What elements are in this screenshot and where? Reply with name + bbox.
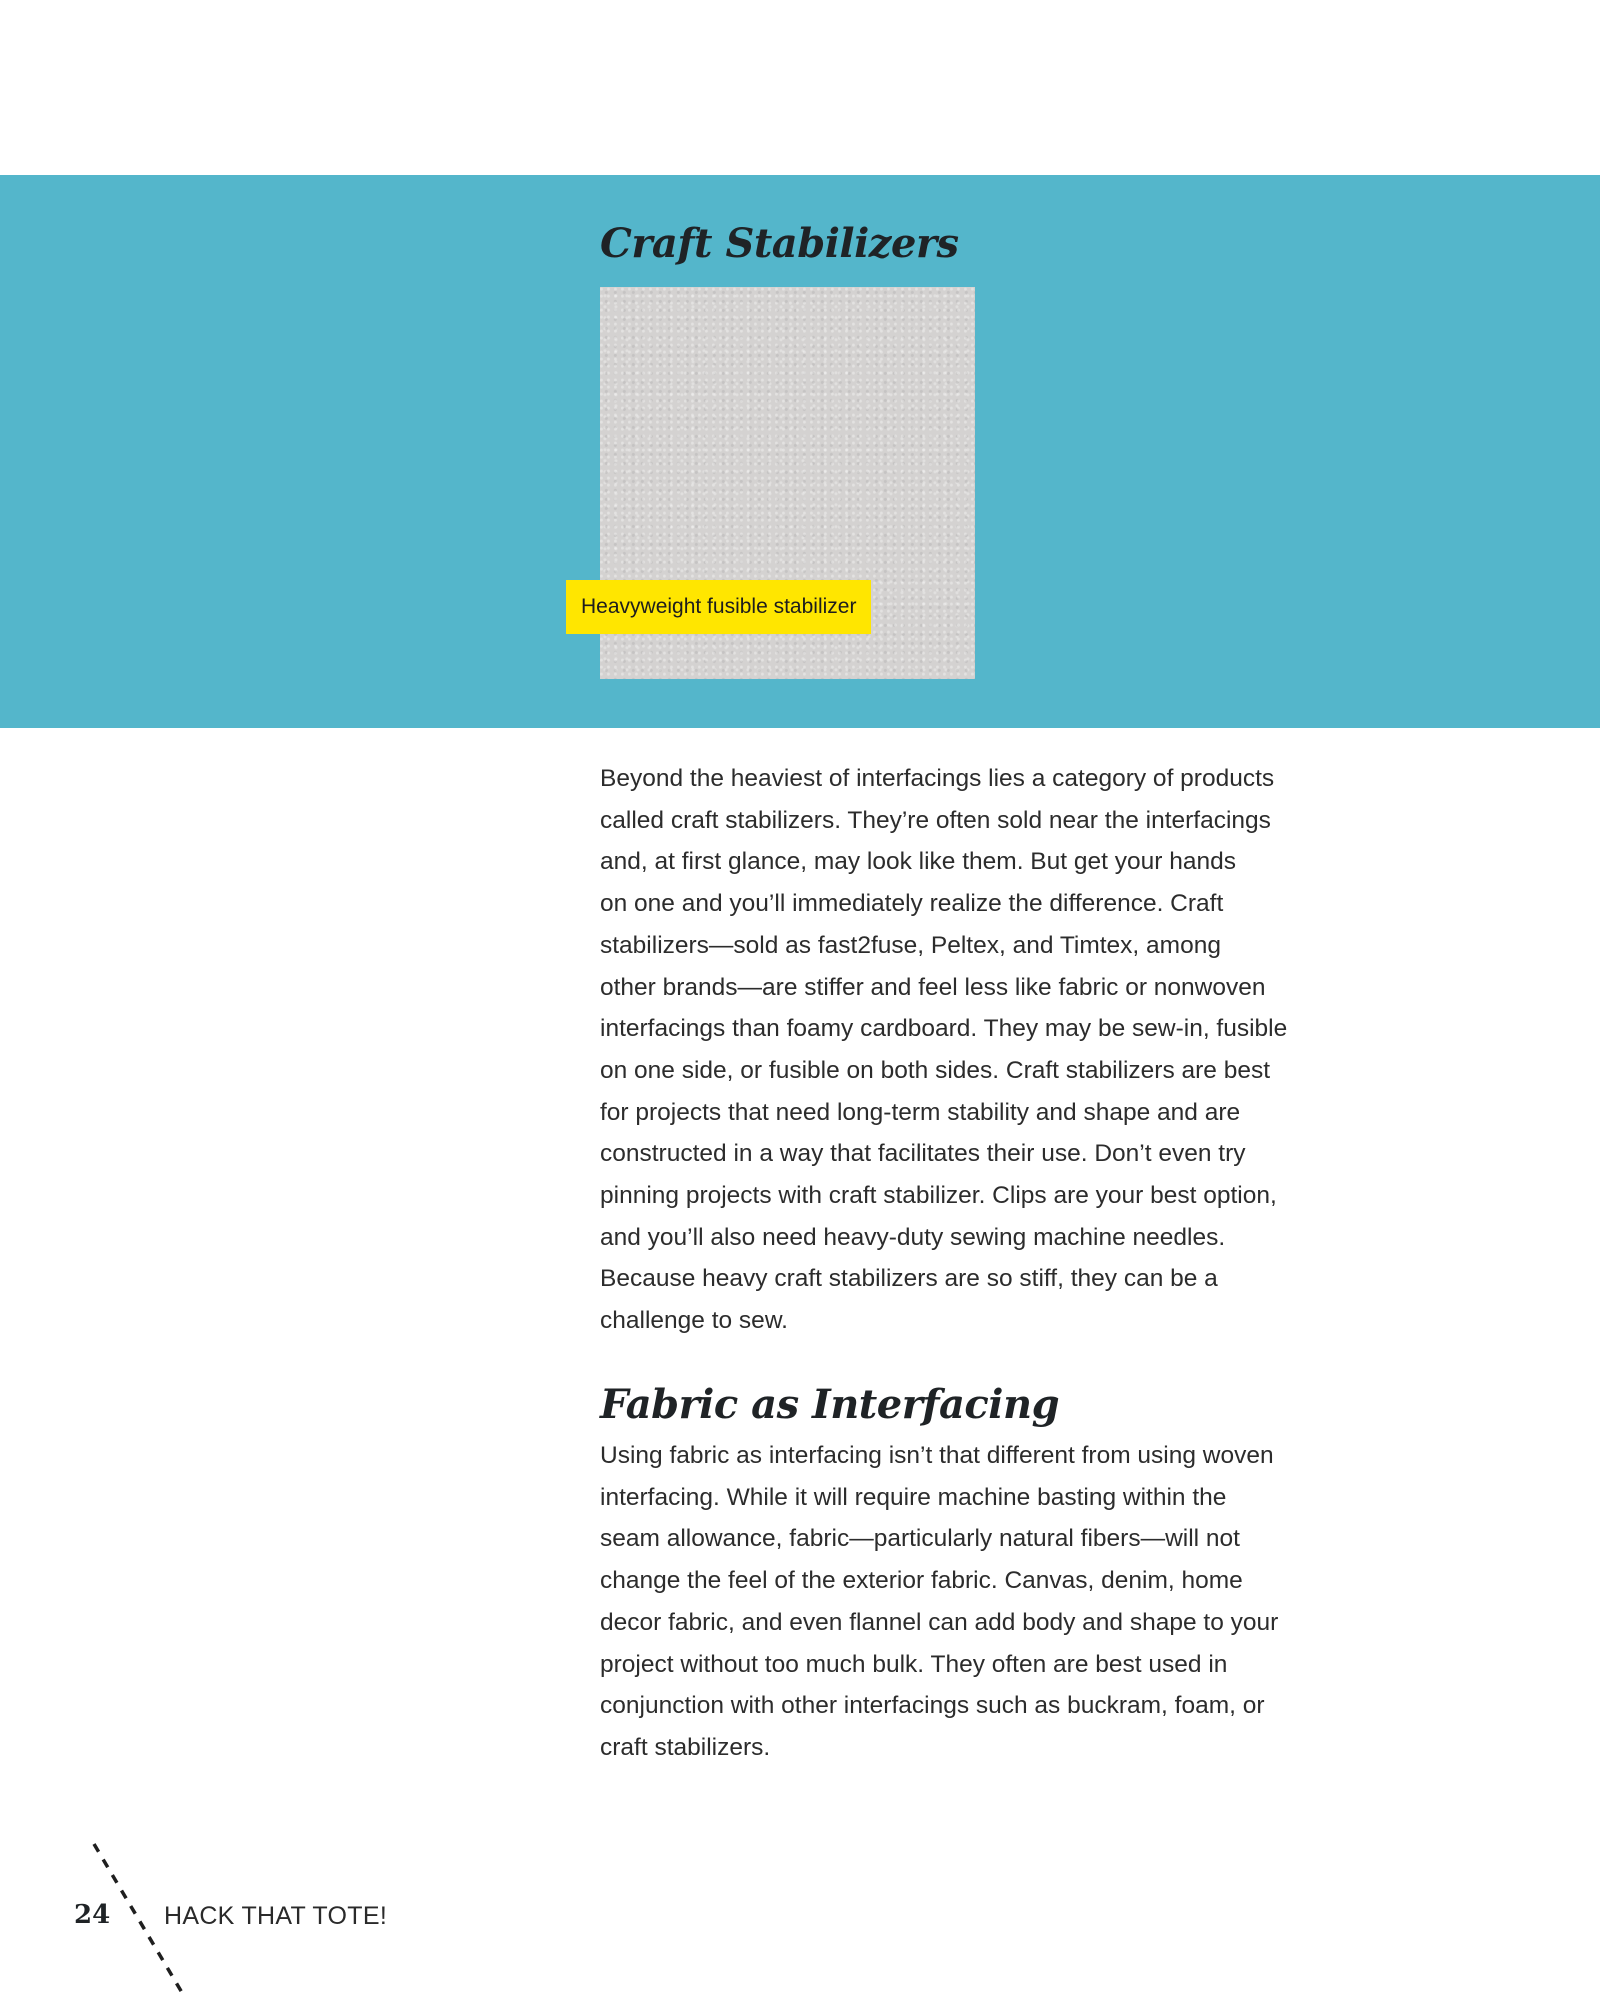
- craft-stabilizers-paragraph: Beyond the heaviest of interfacings lies a category of products called craft stabilizers. They’re often sold near the interfacings and, at first glance, may look like them. But get your hands on one and you’ll immediately realize the difference. Craft stabilizers—sold as fast2fuse, Peltex, and Timtex, among other brands—are stiffer and feel less like fabric or nonwoven interfacings than foamy cardboard. They may be sew-in, fusible on one side, or fusible on both sides. Craft stabilizers are best for projects that need long-term stability and shape and are constructed in a way that facilitates their use. Don’t even try pinning projects with craft stabilizer. Clips are your best option, and you’ll also need heavy-duty sewing machine needles. Because heavy craft stabilizers are so stiff, they can be a challenge to sew.: [600, 765, 1288, 1335]
- running-footer-title: HACK THAT TOTE!: [164, 1902, 388, 1930]
- page-number: 24: [74, 1900, 111, 1930]
- image-caption: Heavyweight fusible stabilizer: [566, 580, 871, 634]
- section-heading-fabric-as-interfacing: Fabric as Interfacing: [600, 1381, 1060, 1428]
- fabric-interfacing-paragraph: Using fabric as interfacing isn’t that different from using woven interfacing. While it will require machine basting within the seam allowance, fabric—particularly natural fibers—will not change the feel of the exterior fabric. Canvas, denim, home decor fabric, and even flannel can add body and shape to your project without too much bulk. They often are best used in conjunction with other interfacings such as buckram, foam, or craft stabilizers.: [600, 1442, 1279, 1761]
- section-heading-craft-stabilizers: Craft Stabilizers: [600, 220, 959, 267]
